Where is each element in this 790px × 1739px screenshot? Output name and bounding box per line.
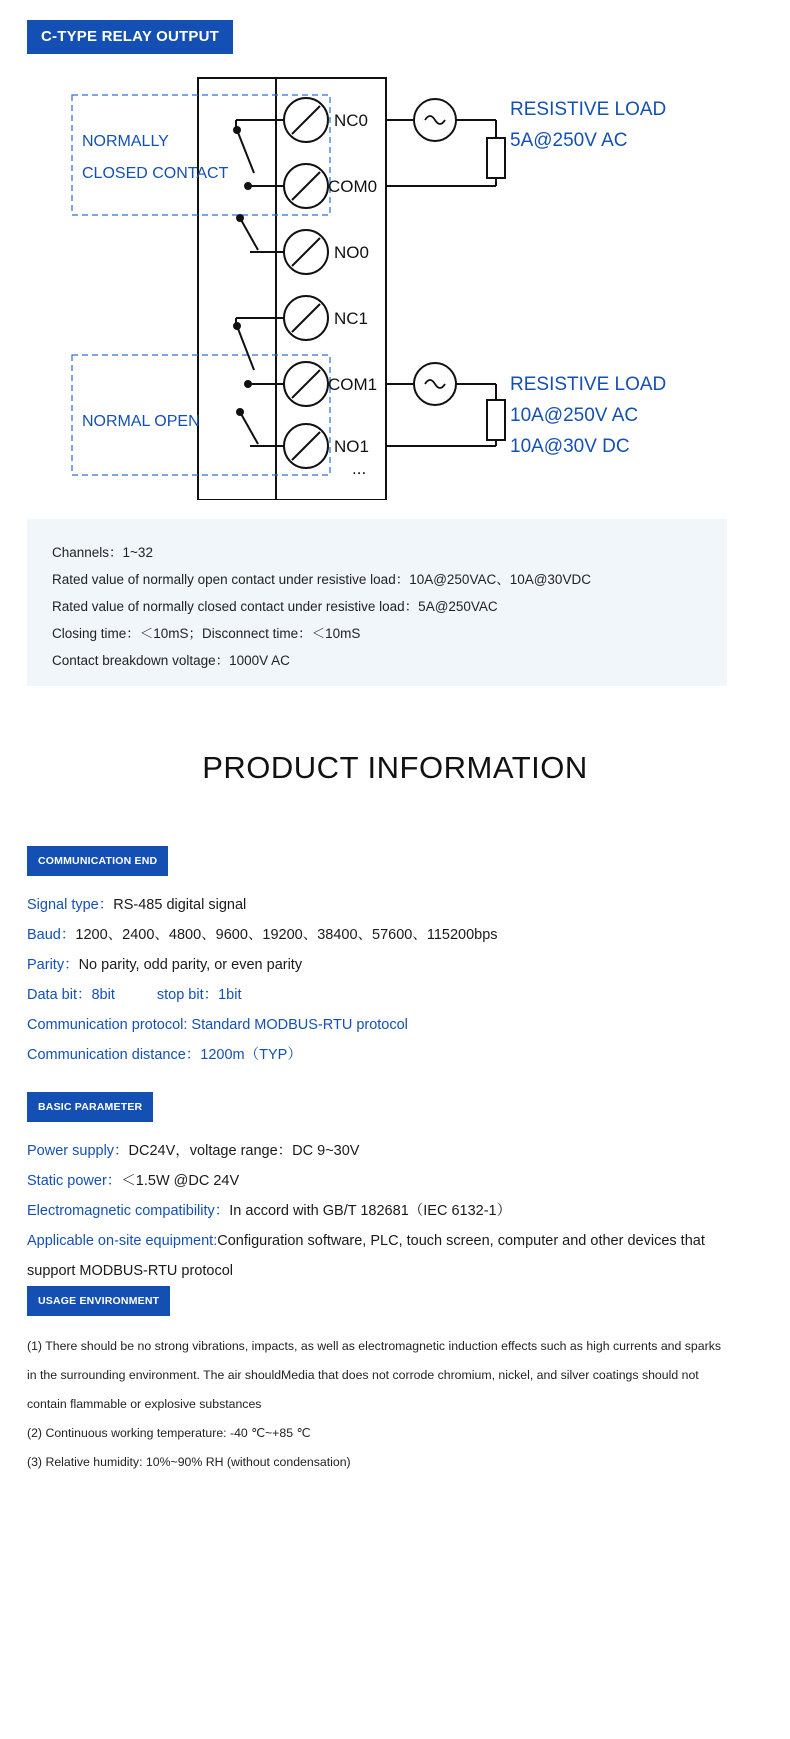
spec-key: Baud： [27,927,76,943]
spec-key: Data bit：8bit [27,987,115,1003]
spec-key: Communication distance： [27,1047,201,1063]
list-item [27,920,790,950]
communication-spec-list [27,890,790,1070]
spec-value: Configuration software, PLC, touch screen, computer and other devices that support MODBUS-RTU protocol [27,1233,705,1279]
spec-key: Static power： [27,1173,122,1189]
basic-parameter-list [27,1136,790,1286]
relay-output-section [0,0,790,710]
load-bottom-rating2: 10A@30V DC [510,436,630,457]
load-top-label: RESISTIVE LOAD [510,99,667,120]
terminal-label-com0: COM0 [328,177,378,196]
spec-key: Signal type： [27,897,114,913]
spec-value: No parity, odd parity, or even parity [78,957,303,973]
list-item [27,1226,707,1286]
spec-key: Communication protocol: Standard MODBUS-RTU protocol [27,1017,408,1033]
list-item [27,950,790,980]
spec-key: Parity： [27,957,79,973]
spec-line: Rated value of normally closed contact under resistive load：5A@250VAC [52,599,498,614]
no-label: NORMAL OPEN [82,413,200,430]
load-bottom-rating1: 10A@250V AC [510,405,639,426]
list-item [27,890,790,920]
nc-label-line2: CLOSED CONTACT [82,165,229,182]
product-information-section [0,740,790,1477]
communication-end-badge: COMMUNICATION END [27,846,168,876]
relay-spec-panel [27,519,727,686]
spec-line: Contact breakdown voltage：1000V AC [52,653,290,668]
list-item: (3) Relative humidity: 10%~90% RH (without condensation) [27,1455,351,1469]
terminal-label-no0: NO0 [334,243,369,262]
spec-value: ＜1.5W @DC 24V [121,1173,240,1189]
load-bottom-label: RESISTIVE LOAD [510,374,667,395]
list-item [27,1136,790,1166]
usage-environment-badge: USAGE ENVIRONMENT [27,1286,170,1316]
terminal-label-nc1: NC1 [334,309,369,328]
external-circuit-bottom [386,363,505,446]
spec-line: Closing time：＜10mS；Disconnect time：＜10mS [52,626,361,641]
terminal-label-com1: COM1 [328,375,378,394]
spec-value: 1200、2400、4800、9600、19200、38400、57600、115200bps [75,927,498,943]
terminal-label-nc0: NC0 [334,111,369,130]
spec-value: 1200m（TYP） [200,1047,302,1063]
list-item: (2) Continuous working temperature: -40 ℃~+85 ℃ [27,1426,311,1440]
spec-value: RS-485 digital signal [113,897,247,913]
basic-parameter-badge: BASIC PARAMETER [27,1092,153,1122]
nc-label-line1: NORMALLY [82,133,169,150]
spec-key: Applicable on-site equipment: [27,1233,218,1249]
external-circuit-top [386,99,505,186]
spec-line: Channels：1~32 [52,545,153,560]
list-item [27,1166,790,1196]
terminal-label-no1: NO1 [334,437,369,456]
list-item: (1) There should be no strong vibrations, impacts, as well as electromagnetic induction effects such as high currents and sparks in the surrounding environment. The air shouldMedia that does not corrode chromium, nickel, and silver coatings should not contain flammable or explosive substances [27,1339,721,1411]
page-title: PRODUCT INFORMATION [202,750,588,785]
relay-wiring-diagram [0,60,790,500]
list-item [27,1040,790,1070]
terminal-label-ellipsis: ... [352,459,367,478]
list-item [27,1196,790,1226]
relay-section-title: C-TYPE RELAY OUTPUT [27,20,233,54]
spec-key: Power supply： [27,1143,129,1159]
spec-value: stop bit：1bit [156,987,242,1003]
load-top-rating: 5A@250V AC [510,130,628,151]
spec-key: Electromagnetic compatibility： [27,1203,230,1219]
spec-value: In accord with GB/T 182681（IEC 6132-1） [229,1203,512,1219]
list-item [27,980,790,1010]
spec-value: DC24V，voltage range：DC 9~30V [128,1143,360,1159]
list-item [27,1010,790,1040]
spec-line: Rated value of normally open contact under resistive load：10A@250VAC、10A@30VDC [52,572,591,587]
usage-environment-list [27,1332,727,1477]
